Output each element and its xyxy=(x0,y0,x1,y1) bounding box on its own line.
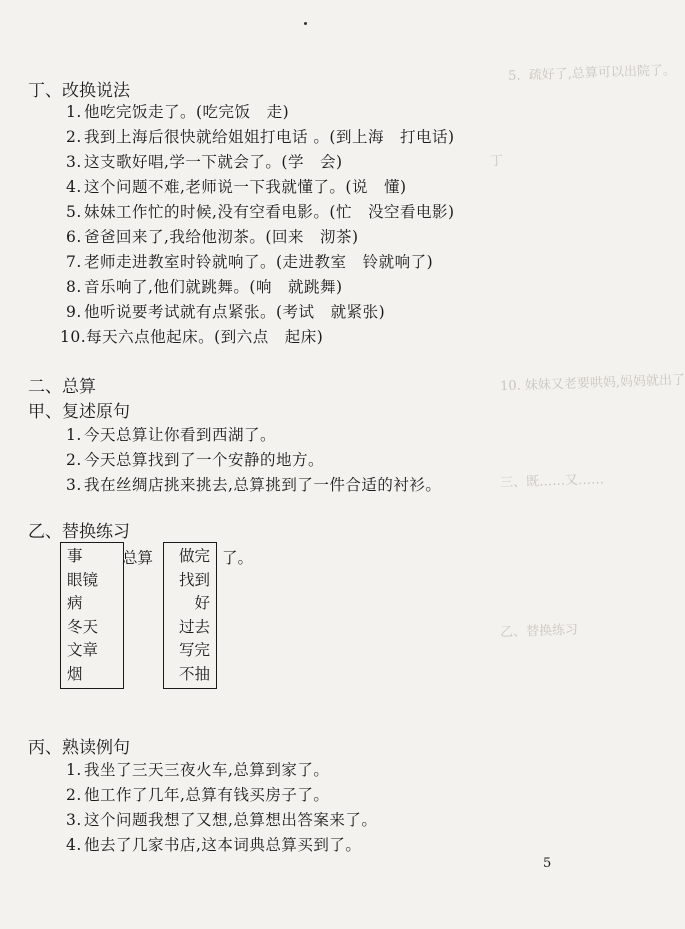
pattern-ending: 了。 xyxy=(222,549,254,567)
substitution-word: 文章 xyxy=(67,641,99,659)
substitution-word: 找到 xyxy=(178,570,210,589)
substitution-word: 冬天 xyxy=(67,617,99,636)
subheading-yi: 乙、替换练习 xyxy=(28,522,130,542)
exercise-line: 2. 我到上海后很快就给姐姐打电话 。(到上海 打电话) xyxy=(66,128,455,146)
example-sentence: 2. 今天总算找到了一个安静的地方。 xyxy=(66,451,325,469)
pattern-keyword: 总算 xyxy=(122,549,154,567)
bleed-through: 三、既……又…… xyxy=(499,472,605,491)
substitution-word: 眼镜 xyxy=(67,570,99,589)
page-number: 5 xyxy=(543,856,552,871)
example-sentence: 3. 这个问题我想了又想,总算想出答案来了。 xyxy=(66,811,378,829)
exercise-line: 7. 老师走进教室时铃就响了。(走进教室 铃就响了) xyxy=(66,253,434,271)
substitution-word: 烟 xyxy=(67,664,83,683)
substitution-word: 写完 xyxy=(178,641,210,659)
section-heading-ding: 丁、改换说法 xyxy=(28,81,130,101)
substitution-word: 做完 xyxy=(178,547,210,565)
example-sentence: 1. 今天总算让你看到西湖了。 xyxy=(66,426,277,444)
exercise-line: 9. 他听说要考试就有点紧张。(考试 就紧张) xyxy=(66,303,386,321)
substitution-word: 过去 xyxy=(178,617,210,636)
substitution-word: 不抽 xyxy=(178,664,210,683)
substitution-box-verbs xyxy=(163,542,217,689)
section-heading-zongsuan: 二、总算 xyxy=(28,377,96,397)
substitution-word: 好 xyxy=(194,594,210,612)
exercise-line: 1. 他吃完饭走了。(吃完饭 走) xyxy=(66,103,290,121)
exercise-line: 6. 爸爸回来了,我给他沏茶。(回来 沏茶) xyxy=(66,228,359,246)
exercise-line: 3. 这支歌好唱,学一下就会了。(学 会) xyxy=(66,153,343,171)
print-dot xyxy=(304,22,307,25)
subheading-jia: 甲、复述原句 xyxy=(28,402,130,422)
example-sentence: 4. 他去了几家书店,这本词典总算买到了。 xyxy=(66,836,362,854)
example-sentence: 3. 我在丝绸店挑来挑去,总算挑到了一件合适的衬衫。 xyxy=(66,476,442,494)
bleed-through: 5. 疏好了,总算可以出院了。 xyxy=(507,63,677,84)
example-sentence: 1. 我坐了三天三夜火车,总算到家了。 xyxy=(66,761,330,779)
bleed-through: 乙、替换练习 xyxy=(499,622,579,641)
bleed-through: 10. 妹妹又老要哄妈,妈妈就出了 xyxy=(499,372,685,395)
example-sentence: 2. 他工作了几年,总算有钱买房子了。 xyxy=(66,786,330,804)
exercise-line: 5. 妹妹工作忙的时候,没有空看电影。(忙 没空看电影) xyxy=(66,203,455,221)
exercise-line: 8. 音乐响了,他们就跳舞。(响 就跳舞) xyxy=(66,278,343,296)
subheading-bing: 丙、熟读例句 xyxy=(28,738,130,758)
exercise-line: 10.每天六点他起床。(到六点 起床) xyxy=(60,328,324,346)
bleed-through: 丁 xyxy=(489,153,504,170)
substitution-word: 病 xyxy=(67,594,83,612)
exercise-line: 4. 这个问题不难,老师说一下我就懂了。(说 懂) xyxy=(66,178,407,196)
substitution-box-subjects xyxy=(60,542,124,689)
substitution-word: 事 xyxy=(67,547,83,565)
